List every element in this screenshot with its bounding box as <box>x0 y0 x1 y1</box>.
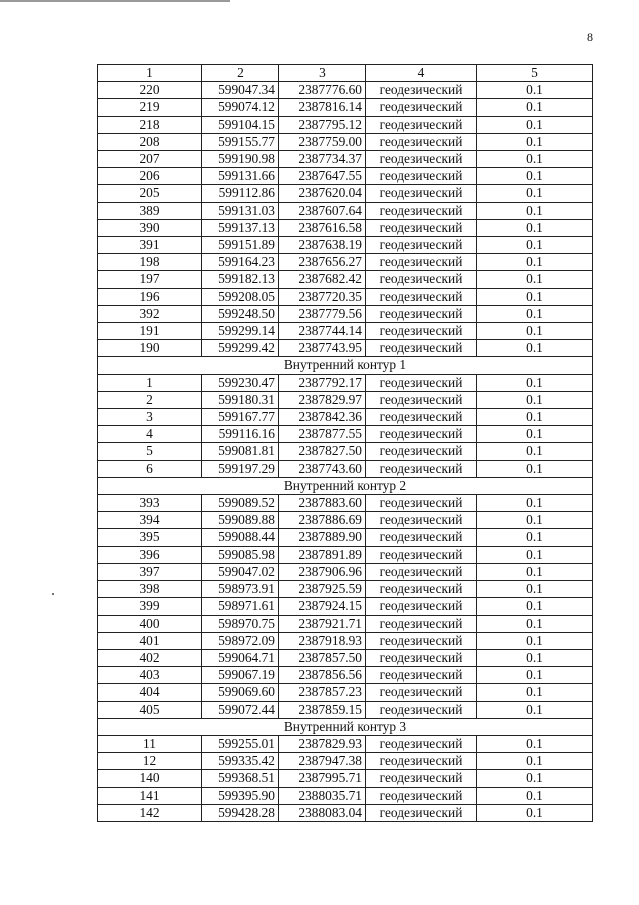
table-row <box>98 82 593 99</box>
method-cell: геодезический <box>366 684 477 701</box>
method-cell: геодезический <box>366 185 477 202</box>
point-number-cell: 207 <box>98 151 202 168</box>
y-coordinate-cell: 2387647.55 <box>279 168 366 185</box>
y-coordinate-cell: 2387827.50 <box>279 443 366 460</box>
section-label: Внутренний контур 3 <box>98 718 593 735</box>
point-number-cell: 395 <box>98 529 202 546</box>
point-number-cell: 140 <box>98 770 202 787</box>
accuracy-cell: 0.1 <box>477 305 593 322</box>
method-cell: геодезический <box>366 340 477 357</box>
y-coordinate-cell: 2387829.97 <box>279 391 366 408</box>
coordinates-table <box>97 64 593 822</box>
y-coordinate-cell: 2388083.04 <box>279 804 366 821</box>
x-coordinate-cell: 599190.98 <box>202 151 279 168</box>
x-coordinate-cell: 599131.66 <box>202 168 279 185</box>
y-coordinate-cell: 2387616.58 <box>279 219 366 236</box>
table-row <box>98 305 593 322</box>
x-coordinate-cell: 599072.44 <box>202 701 279 718</box>
point-number-cell: 6 <box>98 460 202 477</box>
accuracy-cell: 0.1 <box>477 546 593 563</box>
table-row <box>98 116 593 133</box>
table-row <box>98 460 593 477</box>
y-coordinate-cell: 2387921.71 <box>279 615 366 632</box>
accuracy-cell: 0.1 <box>477 735 593 752</box>
section-header-row <box>98 477 593 494</box>
point-number-cell: 208 <box>98 133 202 150</box>
method-cell: геодезический <box>366 563 477 580</box>
section-header-row <box>98 357 593 374</box>
y-coordinate-cell: 2387883.60 <box>279 495 366 512</box>
accuracy-cell: 0.1 <box>477 804 593 821</box>
table-row <box>98 770 593 787</box>
y-coordinate-cell: 2387743.95 <box>279 340 366 357</box>
accuracy-cell: 0.1 <box>477 219 593 236</box>
x-coordinate-cell: 598970.75 <box>202 615 279 632</box>
accuracy-cell: 0.1 <box>477 133 593 150</box>
accuracy-cell: 0.1 <box>477 168 593 185</box>
method-cell: геодезический <box>366 512 477 529</box>
y-coordinate-cell: 2387842.36 <box>279 409 366 426</box>
method-cell: геодезический <box>366 598 477 615</box>
y-coordinate-cell: 2387859.15 <box>279 701 366 718</box>
table-row <box>98 151 593 168</box>
x-coordinate-cell: 599067.19 <box>202 667 279 684</box>
section-header-row <box>98 718 593 735</box>
point-number-cell: 205 <box>98 185 202 202</box>
x-coordinate-cell: 599064.71 <box>202 649 279 666</box>
y-coordinate-cell: 2387720.35 <box>279 288 366 305</box>
table-row <box>98 581 593 598</box>
accuracy-cell: 0.1 <box>477 443 593 460</box>
y-coordinate-cell: 2387776.60 <box>279 82 366 99</box>
table-row <box>98 374 593 391</box>
table-row <box>98 529 593 546</box>
method-cell: геодезический <box>366 615 477 632</box>
column-header: 3 <box>279 65 366 82</box>
table-row <box>98 546 593 563</box>
table-row <box>98 735 593 752</box>
table-row <box>98 667 593 684</box>
column-header: 4 <box>366 65 477 82</box>
accuracy-cell: 0.1 <box>477 495 593 512</box>
x-coordinate-cell: 599395.90 <box>202 787 279 804</box>
y-coordinate-cell: 2387877.55 <box>279 426 366 443</box>
y-coordinate-cell: 2387779.56 <box>279 305 366 322</box>
point-number-cell: 405 <box>98 701 202 718</box>
x-coordinate-cell: 599368.51 <box>202 770 279 787</box>
y-coordinate-cell: 2387620.04 <box>279 185 366 202</box>
y-coordinate-cell: 2387795.12 <box>279 116 366 133</box>
table-row <box>98 185 593 202</box>
point-number-cell: 400 <box>98 615 202 632</box>
table-row <box>98 323 593 340</box>
method-cell: геодезический <box>366 443 477 460</box>
x-coordinate-cell: 598972.09 <box>202 632 279 649</box>
method-cell: геодезический <box>366 649 477 666</box>
page-number: 8 <box>587 30 593 44</box>
column-header: 5 <box>477 65 593 82</box>
y-coordinate-cell: 2387744.14 <box>279 323 366 340</box>
x-coordinate-cell: 599230.47 <box>202 374 279 391</box>
table-row <box>98 684 593 701</box>
accuracy-cell: 0.1 <box>477 529 593 546</box>
table-row <box>98 133 593 150</box>
column-header: 2 <box>202 65 279 82</box>
method-cell: геодезический <box>366 323 477 340</box>
table-row <box>98 237 593 254</box>
y-coordinate-cell: 2387947.38 <box>279 753 366 770</box>
accuracy-cell: 0.1 <box>477 271 593 288</box>
y-coordinate-cell: 2387889.90 <box>279 529 366 546</box>
point-number-cell: 399 <box>98 598 202 615</box>
y-coordinate-cell: 2387734.37 <box>279 151 366 168</box>
method-cell: геодезический <box>366 254 477 271</box>
accuracy-cell: 0.1 <box>477 151 593 168</box>
table-row <box>98 391 593 408</box>
method-cell: геодезический <box>366 219 477 236</box>
point-number-cell: 141 <box>98 787 202 804</box>
method-cell: геодезический <box>366 151 477 168</box>
point-number-cell: 1 <box>98 374 202 391</box>
y-coordinate-cell: 2387759.00 <box>279 133 366 150</box>
column-header: 1 <box>98 65 202 82</box>
y-coordinate-cell: 2387682.42 <box>279 271 366 288</box>
table-row <box>98 99 593 116</box>
table-row <box>98 168 593 185</box>
accuracy-cell: 0.1 <box>477 391 593 408</box>
point-number-cell: 397 <box>98 563 202 580</box>
point-number-cell: 12 <box>98 753 202 770</box>
point-number-cell: 389 <box>98 202 202 219</box>
point-number-cell: 4 <box>98 426 202 443</box>
accuracy-cell: 0.1 <box>477 82 593 99</box>
accuracy-cell: 0.1 <box>477 753 593 770</box>
y-coordinate-cell: 2387906.96 <box>279 563 366 580</box>
accuracy-cell: 0.1 <box>477 340 593 357</box>
point-number-cell: 391 <box>98 237 202 254</box>
accuracy-cell: 0.1 <box>477 770 593 787</box>
method-cell: геодезический <box>366 701 477 718</box>
method-cell: геодезический <box>366 271 477 288</box>
x-coordinate-cell: 599299.42 <box>202 340 279 357</box>
accuracy-cell: 0.1 <box>477 116 593 133</box>
y-coordinate-cell: 2387886.69 <box>279 512 366 529</box>
scan-edge-mark <box>0 0 230 2</box>
accuracy-cell: 0.1 <box>477 288 593 305</box>
x-coordinate-cell: 599047.02 <box>202 563 279 580</box>
y-coordinate-cell: 2387743.60 <box>279 460 366 477</box>
accuracy-cell: 0.1 <box>477 202 593 219</box>
method-cell: геодезический <box>366 581 477 598</box>
method-cell: геодезический <box>366 753 477 770</box>
accuracy-cell: 0.1 <box>477 409 593 426</box>
y-coordinate-cell: 2387924.15 <box>279 598 366 615</box>
table-row <box>98 615 593 632</box>
point-number-cell: 394 <box>98 512 202 529</box>
point-number-cell: 402 <box>98 649 202 666</box>
x-coordinate-cell: 599081.81 <box>202 443 279 460</box>
accuracy-cell: 0.1 <box>477 701 593 718</box>
section-label: Внутренний контур 1 <box>98 357 593 374</box>
method-cell: геодезический <box>366 529 477 546</box>
method-cell: геодезический <box>366 804 477 821</box>
accuracy-cell: 0.1 <box>477 512 593 529</box>
table-row <box>98 340 593 357</box>
point-number-cell: 392 <box>98 305 202 322</box>
x-coordinate-cell: 598971.61 <box>202 598 279 615</box>
table-row <box>98 753 593 770</box>
accuracy-cell: 0.1 <box>477 667 593 684</box>
x-coordinate-cell: 599255.01 <box>202 735 279 752</box>
method-cell: геодезический <box>366 374 477 391</box>
point-number-cell: 398 <box>98 581 202 598</box>
table-row <box>98 701 593 718</box>
method-cell: геодезический <box>366 409 477 426</box>
point-number-cell: 401 <box>98 632 202 649</box>
accuracy-cell: 0.1 <box>477 615 593 632</box>
x-coordinate-cell: 599116.16 <box>202 426 279 443</box>
y-coordinate-cell: 2387792.17 <box>279 374 366 391</box>
point-number-cell: 11 <box>98 735 202 752</box>
x-coordinate-cell: 599104.15 <box>202 116 279 133</box>
accuracy-cell: 0.1 <box>477 254 593 271</box>
point-number-cell: 3 <box>98 409 202 426</box>
point-number-cell: 390 <box>98 219 202 236</box>
method-cell: геодезический <box>366 99 477 116</box>
point-number-cell: 206 <box>98 168 202 185</box>
method-cell: геодезический <box>366 460 477 477</box>
y-coordinate-cell: 2387656.27 <box>279 254 366 271</box>
table-row <box>98 443 593 460</box>
point-number-cell: 220 <box>98 82 202 99</box>
point-number-cell: 403 <box>98 667 202 684</box>
scan-speck <box>52 593 54 595</box>
point-number-cell: 142 <box>98 804 202 821</box>
point-number-cell: 393 <box>98 495 202 512</box>
method-cell: геодезический <box>366 133 477 150</box>
method-cell: геодезический <box>366 168 477 185</box>
x-coordinate-cell: 599299.14 <box>202 323 279 340</box>
point-number-cell: 190 <box>98 340 202 357</box>
y-coordinate-cell: 2387925.59 <box>279 581 366 598</box>
table-row <box>98 512 593 529</box>
x-coordinate-cell: 599088.44 <box>202 529 279 546</box>
point-number-cell: 197 <box>98 271 202 288</box>
method-cell: геодезический <box>366 546 477 563</box>
point-number-cell: 198 <box>98 254 202 271</box>
method-cell: геодезический <box>366 82 477 99</box>
y-coordinate-cell: 2388035.71 <box>279 787 366 804</box>
method-cell: геодезический <box>366 288 477 305</box>
y-coordinate-cell: 2387891.89 <box>279 546 366 563</box>
point-number-cell: 396 <box>98 546 202 563</box>
accuracy-cell: 0.1 <box>477 649 593 666</box>
table-row <box>98 254 593 271</box>
x-coordinate-cell: 599074.12 <box>202 99 279 116</box>
y-coordinate-cell: 2387816.14 <box>279 99 366 116</box>
y-coordinate-cell: 2387638.19 <box>279 237 366 254</box>
point-number-cell: 2 <box>98 391 202 408</box>
point-number-cell: 404 <box>98 684 202 701</box>
x-coordinate-cell: 599069.60 <box>202 684 279 701</box>
table-row <box>98 787 593 804</box>
table-header-row <box>98 65 593 82</box>
point-number-cell: 219 <box>98 99 202 116</box>
accuracy-cell: 0.1 <box>477 632 593 649</box>
accuracy-cell: 0.1 <box>477 99 593 116</box>
table-row <box>98 598 593 615</box>
method-cell: геодезический <box>366 116 477 133</box>
accuracy-cell: 0.1 <box>477 460 593 477</box>
coordinates-table-body <box>98 65 593 822</box>
accuracy-cell: 0.1 <box>477 237 593 254</box>
accuracy-cell: 0.1 <box>477 374 593 391</box>
accuracy-cell: 0.1 <box>477 598 593 615</box>
section-label: Внутренний контур 2 <box>98 477 593 494</box>
accuracy-cell: 0.1 <box>477 563 593 580</box>
x-coordinate-cell: 599112.86 <box>202 185 279 202</box>
x-coordinate-cell: 599428.28 <box>202 804 279 821</box>
x-coordinate-cell: 599208.05 <box>202 288 279 305</box>
table-row <box>98 804 593 821</box>
method-cell: геодезический <box>366 667 477 684</box>
accuracy-cell: 0.1 <box>477 185 593 202</box>
method-cell: геодезический <box>366 202 477 219</box>
x-coordinate-cell: 599167.77 <box>202 409 279 426</box>
x-coordinate-cell: 599197.29 <box>202 460 279 477</box>
method-cell: геодезический <box>366 632 477 649</box>
accuracy-cell: 0.1 <box>477 323 593 340</box>
table-row <box>98 632 593 649</box>
y-coordinate-cell: 2387607.64 <box>279 202 366 219</box>
x-coordinate-cell: 599248.50 <box>202 305 279 322</box>
x-coordinate-cell: 599089.52 <box>202 495 279 512</box>
method-cell: геодезический <box>366 305 477 322</box>
x-coordinate-cell: 599164.23 <box>202 254 279 271</box>
point-number-cell: 191 <box>98 323 202 340</box>
point-number-cell: 196 <box>98 288 202 305</box>
accuracy-cell: 0.1 <box>477 684 593 701</box>
method-cell: геодезический <box>366 787 477 804</box>
table-row <box>98 202 593 219</box>
method-cell: геодезический <box>366 735 477 752</box>
x-coordinate-cell: 599089.88 <box>202 512 279 529</box>
accuracy-cell: 0.1 <box>477 581 593 598</box>
point-number-cell: 218 <box>98 116 202 133</box>
y-coordinate-cell: 2387857.50 <box>279 649 366 666</box>
y-coordinate-cell: 2387918.93 <box>279 632 366 649</box>
table-row <box>98 649 593 666</box>
point-number-cell: 5 <box>98 443 202 460</box>
accuracy-cell: 0.1 <box>477 426 593 443</box>
y-coordinate-cell: 2387857.23 <box>279 684 366 701</box>
table-row <box>98 288 593 305</box>
x-coordinate-cell: 599155.77 <box>202 133 279 150</box>
table-row <box>98 271 593 288</box>
x-coordinate-cell: 599151.89 <box>202 237 279 254</box>
x-coordinate-cell: 599335.42 <box>202 753 279 770</box>
accuracy-cell: 0.1 <box>477 787 593 804</box>
table-row <box>98 409 593 426</box>
x-coordinate-cell: 599180.31 <box>202 391 279 408</box>
table-row <box>98 219 593 236</box>
method-cell: геодезический <box>366 495 477 512</box>
table-row <box>98 563 593 580</box>
table-row <box>98 426 593 443</box>
x-coordinate-cell: 599137.13 <box>202 219 279 236</box>
table-row <box>98 495 593 512</box>
x-coordinate-cell: 599131.03 <box>202 202 279 219</box>
x-coordinate-cell: 598973.91 <box>202 581 279 598</box>
method-cell: геодезический <box>366 770 477 787</box>
x-coordinate-cell: 599047.34 <box>202 82 279 99</box>
x-coordinate-cell: 599085.98 <box>202 546 279 563</box>
method-cell: геодезический <box>366 237 477 254</box>
method-cell: геодезический <box>366 426 477 443</box>
y-coordinate-cell: 2387995.71 <box>279 770 366 787</box>
x-coordinate-cell: 599182.13 <box>202 271 279 288</box>
y-coordinate-cell: 2387829.93 <box>279 735 366 752</box>
method-cell: геодезический <box>366 391 477 408</box>
y-coordinate-cell: 2387856.56 <box>279 667 366 684</box>
